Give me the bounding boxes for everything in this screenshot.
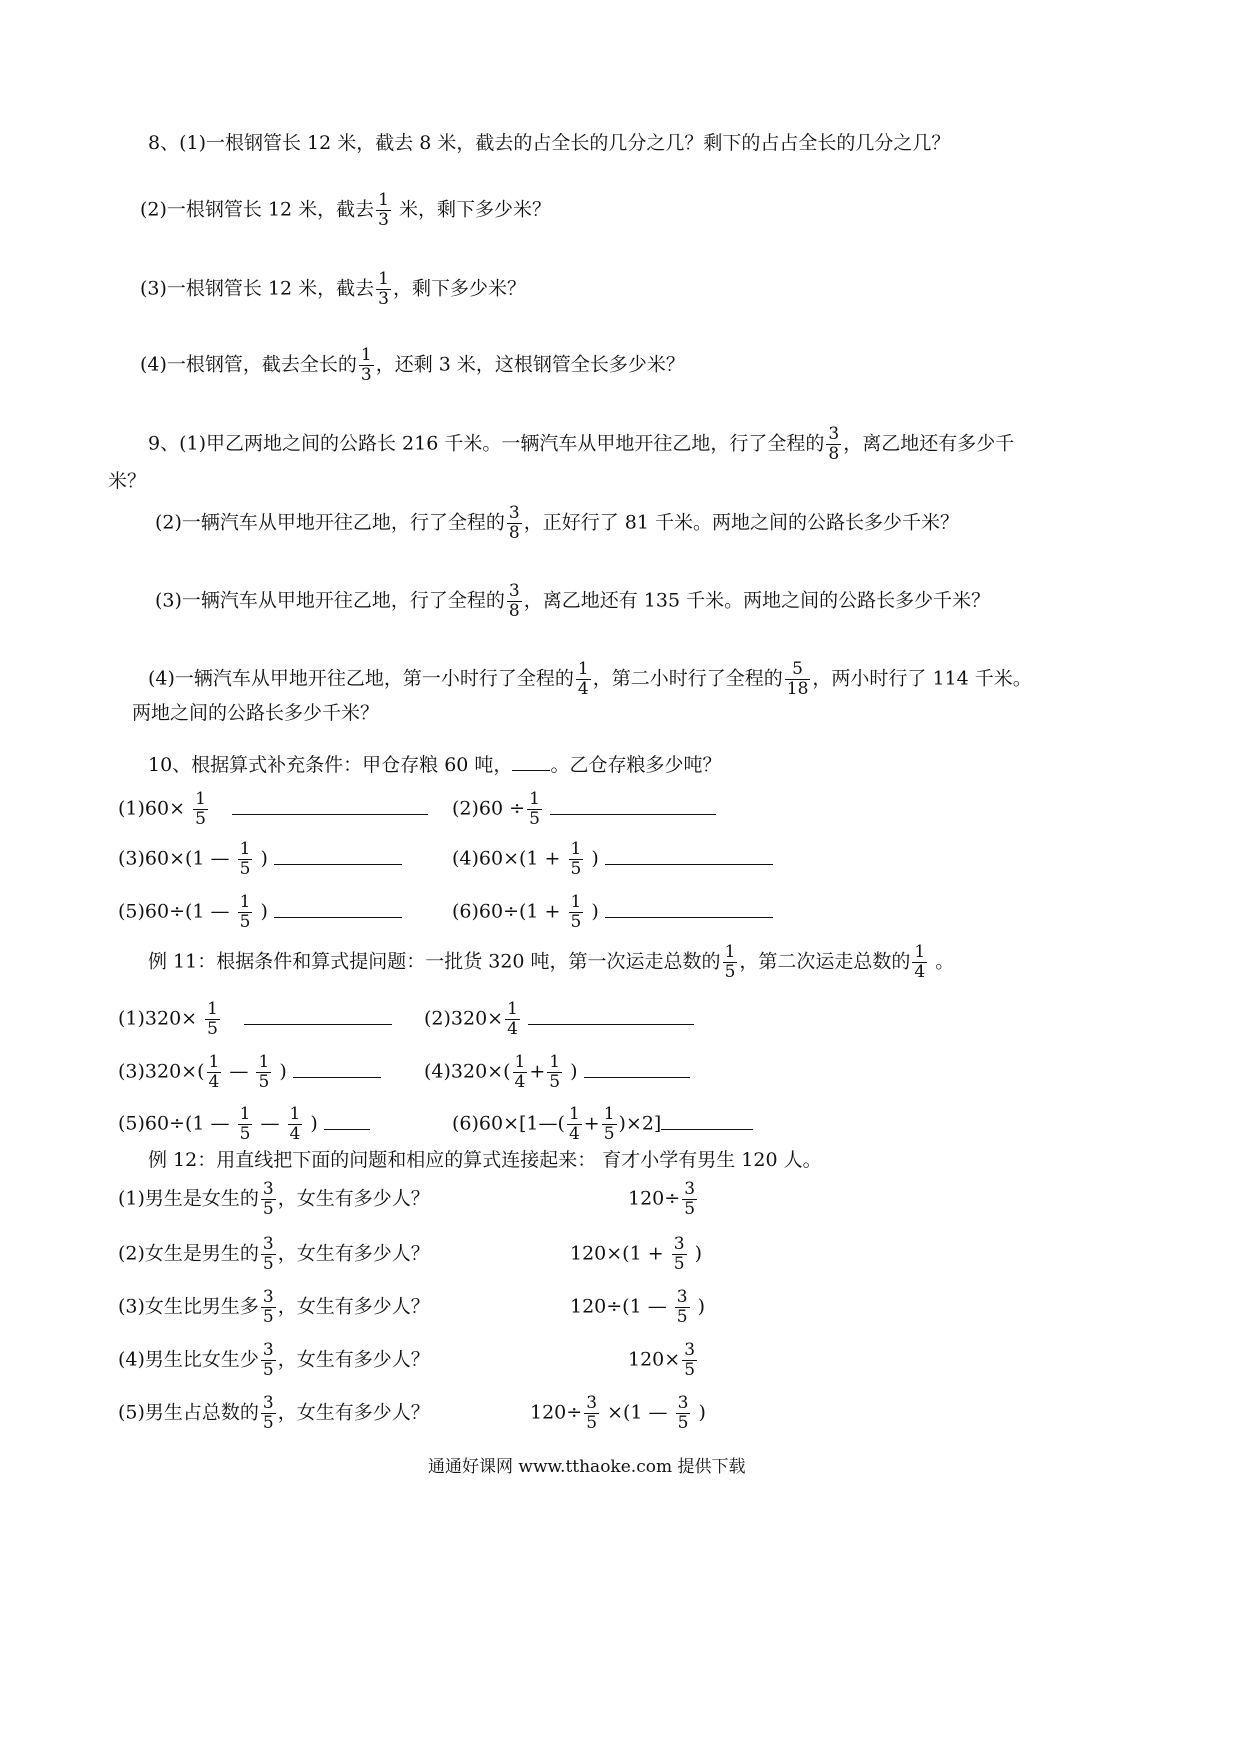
- q12-question1[interactable]: (1)男生是女生的 $\frac{3}{5}$ ，女生有多少人？: [118, 1179, 430, 1219]
- fraction-1-4: $\frac{1}{4}$: [507, 999, 518, 1039]
- fraction-1-3: $\frac{1}{3}$: [378, 190, 389, 230]
- answer-line[interactable]: [605, 895, 773, 918]
- q12-question5[interactable]: (5)男生占总数的 $\frac{3}{5}$ ，女生有多少人？: [118, 1393, 430, 1433]
- fraction-3-5: $\frac{3}{5}$: [684, 1179, 696, 1219]
- q8-part2: (2)一根钢管长 12 米，截去 $\frac{1}{3}$ 米，剩下多少米？: [140, 190, 552, 230]
- fraction-1-5: $\frac{1}{5}$: [570, 892, 582, 932]
- q12-formula1[interactable]: 120÷ $\frac{3}{5}$: [628, 1179, 696, 1219]
- q12-formula4[interactable]: 120× $\frac{3}{5}$: [628, 1340, 696, 1380]
- answer-line[interactable]: [274, 895, 402, 918]
- fraction-1-5: $\frac{1}{5}$: [549, 1052, 561, 1092]
- q9-part1-cont: 米？: [108, 470, 147, 492]
- answer-line[interactable]: [605, 842, 773, 865]
- q8-part4: (4)一根钢管，截去全长的 $\frac{1}{3}$ ，还剩 3 米，这根钢管全长多少米？: [140, 345, 685, 385]
- fraction-3-5: $\frac{3}{5}$: [586, 1393, 598, 1433]
- q10-item4: (4)60×(1 + $\frac{1}{5}$ ): [452, 840, 773, 879]
- q12-formula3[interactable]: 120÷(1 — $\frac{3}{5}$ ): [570, 1287, 706, 1327]
- fraction-1-3: $\frac{1}{3}$: [360, 345, 372, 385]
- q11-item6: (6)60×[1—( $\frac{1}{4}$ + $\frac{1}{5}$ )×2]: [452, 1105, 753, 1144]
- fraction-3-8: $\frac{3}{8}$: [508, 503, 520, 543]
- q10-item2: (2)60 ÷ $\frac{1}{5}$: [452, 790, 716, 829]
- fraction-3-5: $\frac{3}{5}$: [684, 1340, 696, 1380]
- q9-part4: (4)一辆汽车从甲地开往乙地，第一小时行了全程的 $\frac{1}{4}$ ，第二小时行了全程的 $\frac{5}{18}$ ，两小时行了 114 千米。: [148, 659, 1032, 699]
- q9-part1: 9、(1)甲乙两地之间的公路长 216 千米。一辆汽车从甲地开往乙地，行了全程的 $\frac{3}{8}$ ，离乙地还有多少千: [148, 424, 1015, 464]
- q10-item6: (6)60÷(1 + $\frac{1}{5}$ ): [452, 893, 773, 932]
- answer-line[interactable]: [528, 1002, 694, 1025]
- fraction-1-5: $\frac{1}{5}$: [603, 1104, 615, 1144]
- fraction-3-5: $\frac{3}{5}$: [676, 1287, 688, 1327]
- fraction-3-8: $\frac{3}{8}$: [828, 424, 840, 464]
- answer-line[interactable]: [584, 1055, 690, 1078]
- fraction-3-5: $\frac{3}{5}$: [677, 1393, 689, 1433]
- fraction-1-3: $\frac{1}{3}$: [378, 269, 389, 309]
- q12-question4[interactable]: (4)男生比女生少 $\frac{3}{5}$ ，女生有多少人？: [118, 1340, 430, 1380]
- q8-part3: (3)一根钢管长 12 米，截去 $\frac{1}{3}$ ，剩下多少米？: [140, 269, 527, 309]
- fraction-3-5: $\frac{3}{5}$: [262, 1393, 274, 1433]
- answer-line[interactable]: [274, 842, 402, 865]
- q10-item3: (3)60×(1 — $\frac{1}{5}$ ): [118, 840, 402, 879]
- footer-credit: 通通好课网 www.tthaoke.com 提供下载: [428, 1457, 746, 1477]
- fraction-1-5: $\frac{1}{5}$: [570, 839, 582, 879]
- fraction-3-8: $\frac{3}{8}$: [508, 581, 520, 621]
- fraction-1-5: $\frac{1}{5}$: [239, 892, 251, 932]
- fraction-1-5: $\frac{1}{5}$: [239, 1104, 251, 1144]
- fraction-1-4: $\frac{1}{4}$: [577, 659, 589, 699]
- q11-item3: (3)320×( $\frac{1}{4}$ — $\frac{1}{5}$ ): [118, 1053, 381, 1092]
- fraction-3-5: $\frac{3}{5}$: [673, 1234, 685, 1274]
- fraction-1-5: $\frac{1}{5}$: [239, 839, 251, 879]
- q12-question2[interactable]: (2)女生是男生的 $\frac{3}{5}$ ，女生有多少人？: [118, 1234, 430, 1274]
- fraction-1-5: $\frac{1}{5}$: [207, 999, 218, 1039]
- q9-part3: (3)一辆汽车从甲地开往乙地，行了全程的 $\frac{3}{8}$ ，离乙地还有 135 千米。两地之间的公路长多少千米？: [155, 581, 991, 621]
- q12-formula5[interactable]: 120÷ $\frac{3}{5}$ ×(1 — $\frac{3}{5}$ ): [530, 1393, 706, 1433]
- answer-blank[interactable]: [512, 748, 550, 771]
- answer-line[interactable]: [232, 792, 428, 815]
- q11-item5: (5)60÷(1 — $\frac{1}{5}$ — $\frac{1}{4}$ ): [118, 1105, 370, 1144]
- fraction-1-5: $\frac{1}{5}$: [258, 1052, 270, 1092]
- fraction-1-5: $\frac{1}{5}$: [529, 789, 540, 829]
- answer-line[interactable]: [550, 792, 716, 815]
- q10-item1: (1)60× $\frac{1}{5}$: [118, 790, 428, 829]
- q11-item4: (4)320×( $\frac{1}{4}$ + $\frac{1}{5}$ ): [424, 1053, 690, 1092]
- q12-question3[interactable]: (3)女生比男生多 $\frac{3}{5}$ ，女生有多少人？: [118, 1287, 430, 1327]
- q11-heading: 例 11：根据条件和算式提问题：一批货 320 吨，第一次运走总数的 $\frac{1}{5}$ ，第二次运走总数的 $\frac{1}{4}$ 。: [148, 942, 955, 982]
- q12-heading: 例 12：用直线把下面的问题和相应的算式连接起来： 育才小学有男生 120 人。: [148, 1149, 822, 1171]
- answer-line[interactable]: [661, 1107, 753, 1130]
- q8-part1: 8、(1)一根钢管长 12 米，截去 8 米，截去的占全长的几分之几？剩下的占占全长的几分之几？: [148, 132, 951, 154]
- q9-part2: (2)一辆汽车从甲地开往乙地，行了全程的 $\frac{3}{8}$ ，正好行了 81 千米。两地之间的公路长多少千米？: [155, 503, 960, 543]
- q9-part4-cont: 两地之间的公路长多少千米？: [132, 702, 380, 724]
- q11-item2: (2)320× $\frac{1}{4}$: [424, 1000, 694, 1039]
- fraction-1-4: $\frac{1}{4}$: [914, 942, 926, 982]
- fraction-1-4: $\frac{1}{4}$: [208, 1052, 220, 1092]
- fraction-3-5: $\frac{3}{5}$: [262, 1287, 274, 1327]
- fraction-1-5: $\frac{1}{5}$: [195, 789, 206, 829]
- q10-heading: 10、根据算式补充条件：甲仓存粮 60 吨， 。乙仓存粮多少吨？: [148, 748, 721, 780]
- q10-item5: (5)60÷(1 — $\frac{1}{5}$ ): [118, 893, 402, 932]
- fraction-3-5: $\frac{3}{5}$: [262, 1234, 274, 1274]
- fraction-3-5: $\frac{3}{5}$: [262, 1340, 274, 1380]
- q12-formula2[interactable]: 120×(1 + $\frac{3}{5}$ ): [570, 1234, 702, 1274]
- answer-line[interactable]: [293, 1055, 381, 1078]
- fraction-1-4: $\frac{1}{4}$: [514, 1052, 526, 1092]
- fraction-5-18: $\frac{5}{18}$: [786, 659, 809, 699]
- fraction-1-4: $\frac{1}{4}$: [289, 1104, 301, 1144]
- fraction-1-5: $\frac{1}{5}$: [724, 942, 736, 982]
- answer-line[interactable]: [244, 1002, 392, 1025]
- fraction-3-5: $\frac{3}{5}$: [262, 1179, 274, 1219]
- q11-item1: (1)320× $\frac{1}{5}$: [118, 1000, 392, 1039]
- fraction-1-4: $\frac{1}{4}$: [568, 1104, 580, 1144]
- answer-line[interactable]: [324, 1107, 370, 1130]
